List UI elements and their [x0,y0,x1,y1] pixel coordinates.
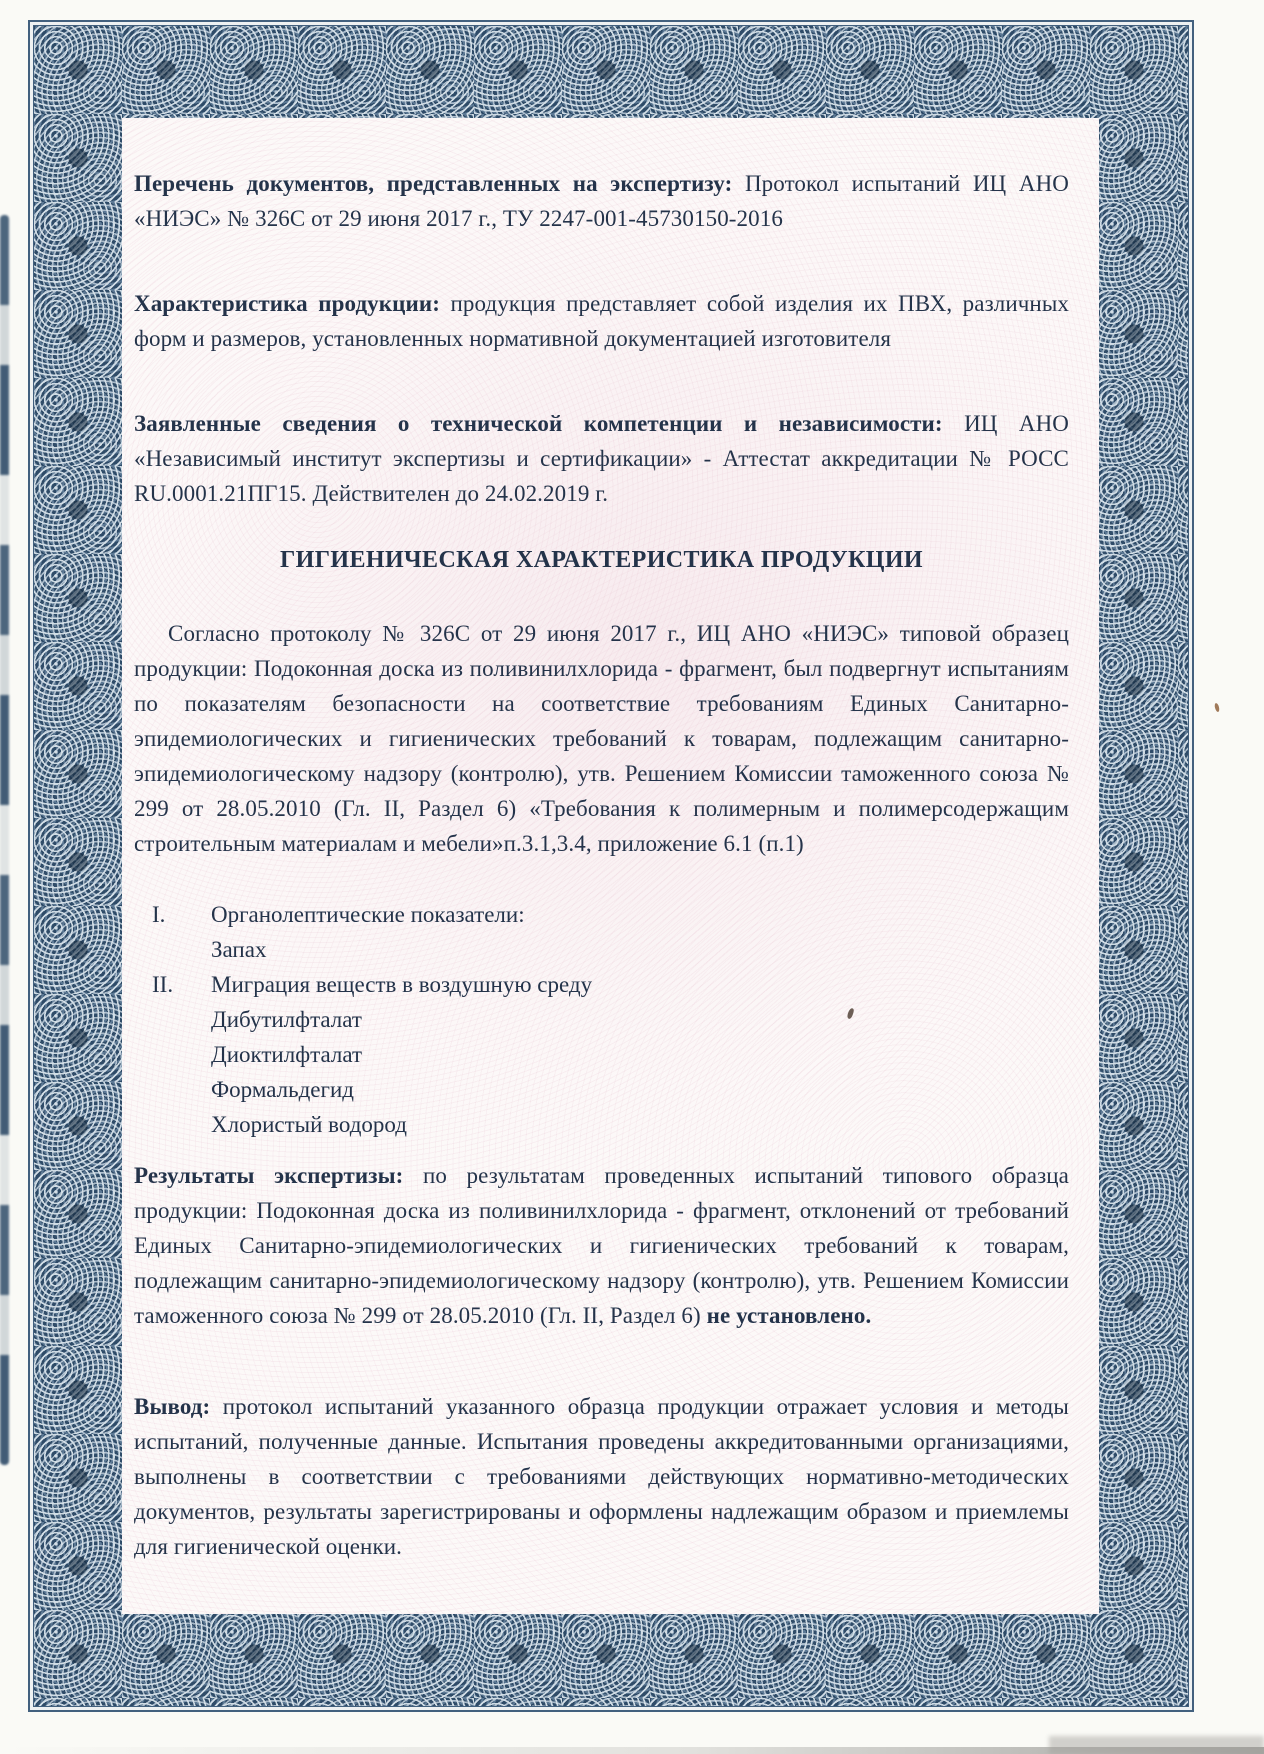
paragraph-product-characteristics [134,286,1069,356]
paragraph-competence-text: ИЦ АНО «Независимый институт экспертизы и сертификации» - Аттестат аккредитации № РОСС RU.0001.21ПГ15. Действителен до 24.02.2019 г. [134,411,1069,506]
paragraph-intro: Согласно протоколу № 326С от 29 июня 2017 г., ИЦ АНО «НИЭС» типовой образец продукции: Подоконная доска из поливинилхлорида - фрагмент, был подвергнут испытаниям по показателям безопасности на соответствие требованиям Единых Санитарно-эпидемиологических и гигиенических требований к товарам, подлежащим санитарно-эпидемиологическому надзору (контролю), утв. Решением Комиссии таможенного союза № 299 от 28.05.2010 (Гл. II, Раздел 6) «Требования к полимерным и полимерсодержащим строительным материалам и мебели»п.3.1,3.4, приложение 6.1 (п.1) [134,621,1069,856]
paragraph-product-characteristics-text: продукция представляет собой изделия их ПВХ, различных форм и размеров, установленных нормативной документацией изготовителя [134,291,1069,351]
scan-corner-shadow [1049,1736,1264,1754]
list-item [152,1002,1069,1037]
list-item [152,1072,1069,1107]
list-item-numeral [152,1072,211,1107]
list-item-text: Запах [211,937,267,962]
list-item-text: Формальдегид [211,1077,354,1102]
paragraph-competence [134,406,1069,511]
guilloche-border-pattern [33,25,1189,1707]
list-item-text: Дибутилфталат [211,1007,362,1032]
paragraph-expertise-results-text: по результатам проведенных испытаний типового образца продукции: Подоконная доска из поливинилхлорида - фрагмент, отклонений от требований Единых Санитарно-эпидемиологических и гигиенических требований к товарам, подлежащим санитарно-эпидемиологическому надзору (контролю), утв. Решением Комиссии таможенного союза № 299 от 28.05.2010 (Гл. II, Раздел 6) [134,1163,1069,1328]
paragraph-documents-list-label: Перечень документов, представленных на экспертизу: [134,171,733,196]
list-item [152,967,1069,1002]
list-item-numeral [152,932,211,967]
list-item [152,1107,1069,1142]
paragraph-expertise-results [134,1158,1069,1333]
list-item-text: Миграция веществ в воздушную среду [211,972,593,997]
certificate-border-frame [28,20,1194,1712]
document-content [122,118,1099,1614]
section-heading: ГИГИЕНИЧЕСКАЯ ХАРАКТЕРИСТИКА ПРОДУКЦИИ [280,547,923,573]
list-item-numeral: II. [152,972,174,997]
list-item [152,1037,1069,1072]
list-item-text: Хлористый водород [211,1112,407,1137]
paragraph-expertise-results-label: Результаты экспертизы: [134,1163,404,1188]
paragraph-documents-list-text: Протокол испытаний ИЦ АНО «НИЭС» № 326С от 29 июня 2017 г., ТУ 2247-001-45730150-2016 [134,171,1069,231]
list-item-text: Диоктилфталат [211,1042,362,1067]
list-item-numeral [152,1107,211,1142]
paragraph-expertise-results-verdict: не установлено. [706,1303,872,1328]
list-item [152,932,1069,967]
paragraph-documents-list [134,166,1069,236]
paragraph-product-characteristics-label: Характеристика продукции: [134,291,440,316]
paragraph-conclusion [134,1389,1069,1564]
list-item-numeral [152,1002,211,1037]
indicators-list [152,897,1069,1142]
scan-edge-smudge [0,215,9,1465]
list-item-numeral: I. [152,902,166,927]
paragraph-conclusion-label: Вывод: [134,1394,211,1419]
list-item [152,897,1069,932]
paragraph-competence-label: Заявленные сведения о технической компетенции и независимости: [134,411,943,436]
list-item-numeral [152,1037,211,1072]
paragraph-conclusion-text: протокол испытаний указанного образца продукции отражает условия и методы испытаний, полученные данные. Испытания проведены аккредитованными организациями, выполнены в соответствии с требованиями действующих нормативно-методических документов, результаты зарегистрированы и оформлены надлежащим образом и приемлемы для гигиенической оценки. [134,1394,1069,1559]
list-item-text: Органолептические показатели: [211,902,525,927]
paper-speck [1214,703,1220,713]
